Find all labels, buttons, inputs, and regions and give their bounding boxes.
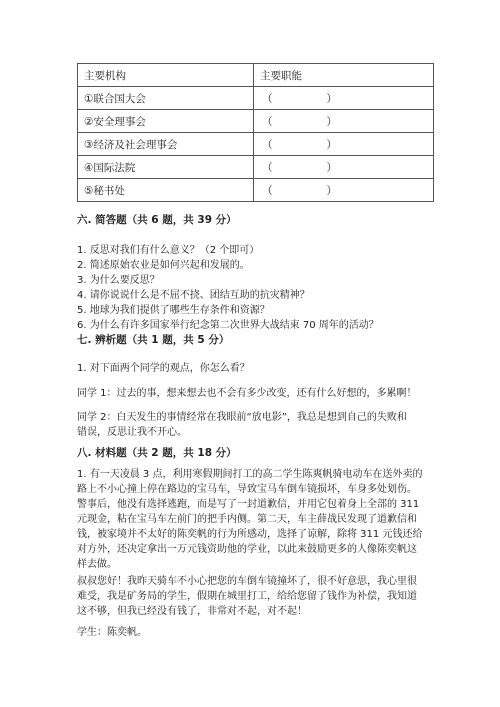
student-quote-line: 同学 2：白天发生的事情经常在我眼前“放电影”，我总是想到自己的失败和 — [77, 412, 407, 423]
question-item: 5. 地球为我们提供了哪些生存条件和资源？ — [77, 305, 270, 316]
table-row — [78, 87, 434, 110]
student-quote-line: 错误，反思让我不开心。 — [77, 427, 187, 438]
question-item: 6. 为什么有许多国家举行纪念第二次世界大战结束 70 周年的活动？ — [77, 320, 379, 331]
table-cell-org: ②安全理事会 — [78, 110, 254, 133]
question-item: 1. 对下面两个同学的观点，你怎么看？ — [77, 363, 250, 374]
paragraph-line: 样去做。 — [77, 559, 117, 570]
question-item: 2. 简述原始农业是如何兴起和发展的。 — [77, 260, 250, 271]
section-material — [77, 446, 437, 461]
table-cell-org: ①联合国大会 — [78, 87, 254, 110]
section-title: 六. 简答题（共 6 题，共 39 分） — [77, 214, 237, 226]
section-discrimination — [77, 333, 437, 348]
table-cell-org: ③经济及社会理事会 — [78, 133, 254, 156]
paragraph-line: 路上不小心撞上停在路边的宝马车，导致宝马车倒车镜损坏，车身多处划伤。 — [77, 484, 417, 495]
material-paragraph-1 — [77, 467, 437, 572]
table-cell-blank: （ ） — [254, 110, 434, 133]
student1-view — [77, 386, 437, 401]
table-header-function: 主要职能 — [254, 64, 434, 87]
section-title: 八. 材料题（共 2 题，共 18 分） — [77, 447, 237, 459]
discrimination-question — [77, 361, 437, 376]
paragraph-line: 1. 有一天凌晨 3 点，利用寒假期间打工的高二学生陈爽帆骑电动车在送外卖的 — [77, 469, 423, 480]
table-row — [78, 110, 434, 133]
question-item: 4. 请你说说什么是不屈不挠、团结互助的抗灾精神？ — [77, 290, 310, 301]
section-short-answer — [77, 213, 437, 228]
question-item: 1. 反思对我们有什么意义？（2 个即可） — [77, 245, 260, 256]
paragraph-line: 警事后，他没有选择逃跑，而是写了一封道歉信，并用它包着身上全部的 311 — [77, 499, 420, 510]
table-header-org: 主要机构 — [78, 64, 254, 87]
table-cell-org: ⑤秘书处 — [78, 179, 254, 202]
un-organs-table — [77, 63, 434, 202]
paragraph-line: 元现金，粘在宝马车左前门的把手内侧。第二天，车主薛战民发现了道歉信和 — [77, 514, 417, 525]
section-title: 七. 辨析题（共 1 题，共 5 分） — [77, 334, 230, 346]
table-cell-org: ④国际法院 — [78, 156, 254, 179]
table-header-row — [78, 64, 434, 87]
short-answer-list — [77, 243, 437, 333]
table-row — [78, 179, 434, 202]
signature-line: 学生：陈奕帆。 — [77, 627, 147, 638]
question-item: 3. 为什么要反思？ — [77, 275, 160, 286]
paragraph-line: 钱，被家境并不太好的陈奕帆的行为所感动，选择了谅解，除将 311 元钱还给 — [77, 529, 423, 540]
table-cell-blank: （ ） — [254, 179, 434, 202]
letter-line: 难受，我是矿务局的学生，假期在城里打工，给给您留了钱作为补偿，我知道 — [77, 591, 417, 602]
table-cell-blank: （ ） — [254, 133, 434, 156]
table-cell-blank: （ ） — [254, 87, 434, 110]
paragraph-line: 对方外，还决定拿出一万元钱资助他的学业，以此来鼓励更多的人像陈奕帆这 — [77, 544, 417, 555]
student2-view — [77, 410, 437, 440]
student-quote: 同学 1：过去的事，想来想去也不会有多少改变，还有什么好想的，多累啊！ — [77, 388, 417, 399]
letter-line: 叔叔您好！我昨天骑车不小心把您的车倒车镜撞坏了，很不好意思，我心里很 — [77, 576, 417, 587]
table-row — [78, 156, 434, 179]
letter-line: 这不够，但我已经没有钱了，非常对不起，对不起！ — [77, 606, 307, 617]
letter-signature — [77, 625, 437, 640]
apology-letter — [77, 574, 437, 619]
table-row — [78, 133, 434, 156]
table-cell-blank: （ ） — [254, 156, 434, 179]
